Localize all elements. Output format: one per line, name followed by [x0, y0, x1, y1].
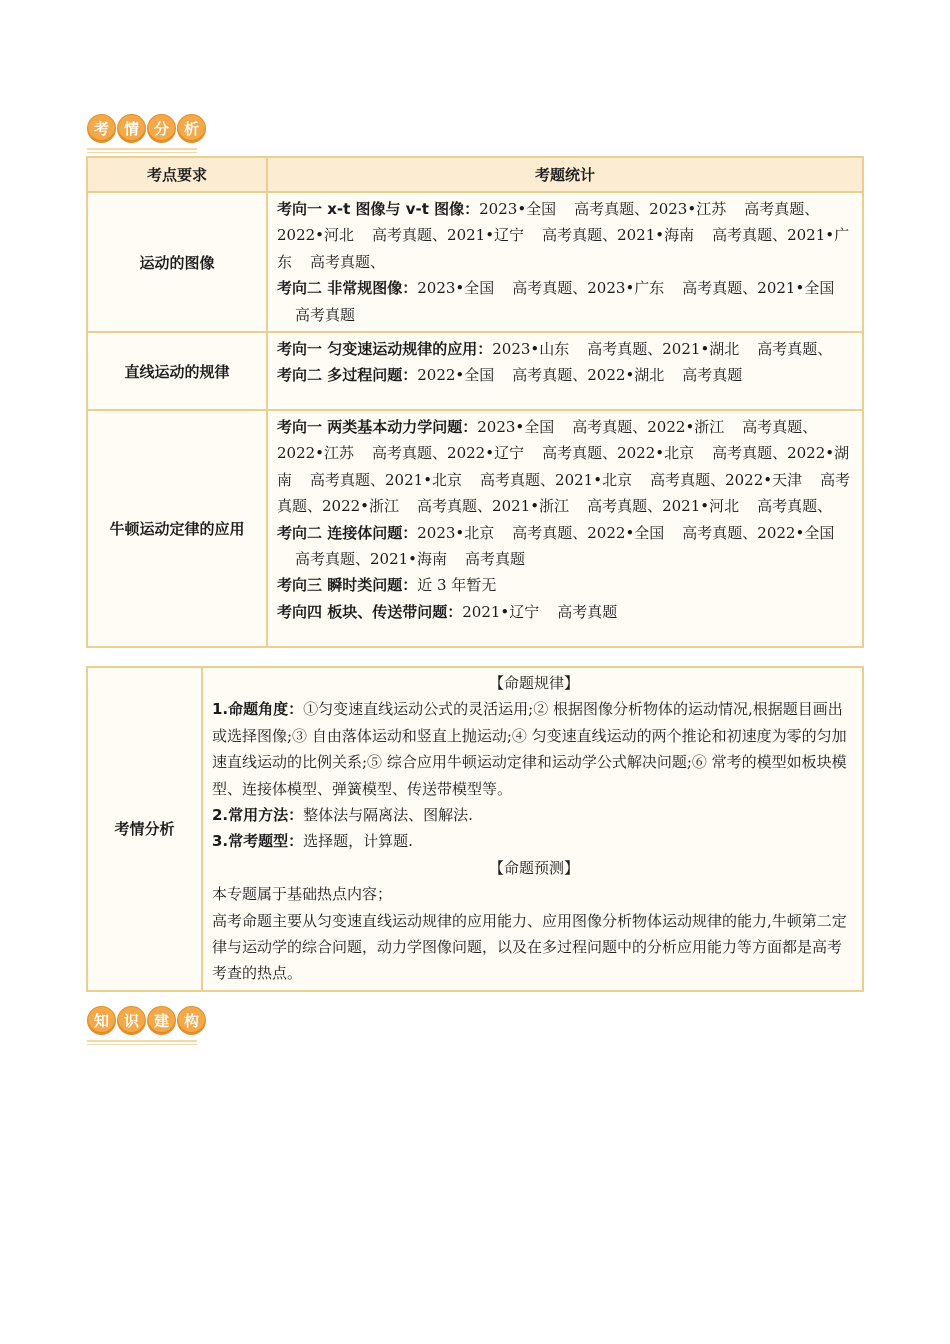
stat-item: 考向二 非常规图像：2023•全国 高考真题、2023•广东 高考真题、2021•全国高考真题 [277, 279, 835, 324]
badge-char: 析 [177, 114, 206, 143]
topic-cell: 运动的图像 [87, 192, 267, 332]
stat-item: 考向一 x-t 图像与 v-t 图像：2023•全国 高考真题、2023•江苏 高考真题、2022•河北 高考真题、2021•辽宁 高考真题、2021•海南 高考真题、2021•广东 高考真题、 [277, 200, 850, 271]
badge-char: 情 [117, 114, 146, 143]
topic-cell: 考情分析 [87, 667, 202, 991]
badge-char: 建 [147, 1006, 176, 1035]
stat-label: 考向四 板块、传送带问题： [277, 602, 463, 621]
stat-label: 考向一 两类基本动力学问题： [277, 418, 478, 437]
forecast-heading: 【命题预测】 [488, 858, 579, 877]
exam-statistics-table [86, 156, 864, 648]
table-row [87, 667, 863, 991]
stat-label: 考向三 瞬时类问题： [277, 576, 418, 595]
analysis-table [86, 666, 864, 992]
analysis-content [202, 667, 863, 991]
table-row [87, 410, 863, 647]
badge-char: 分 [147, 114, 176, 143]
badge-char: 识 [117, 1006, 146, 1035]
badge-char: 构 [177, 1006, 206, 1035]
point-item: 1.命题角度：①匀变速直线运动公式的灵活运用;② 根据图像分析物体的运动情况,根据题目画出或选择图像;③ 自由落体运动和竖直上抛运动;④ 匀变速直线运动的两个推论和初速度为零的匀加速直线运动的比例关系;⑤ 综合应用牛顿运动定律和运动学公式解决问题;⑥ 常考的模型如板块模型、连接体模型、弹簧模型、传送带模型等。 [212, 700, 847, 798]
forecast-line: 高考命题主要从匀变速直线运动规律的应用能力、应用图像分析物体运动规律的能力,牛顿第二定律与运动学的综合问题，动力学图像问题，以及在多过程问题中的分析应用能力等方面都是高考考查的热点。 [212, 911, 847, 983]
stat-item: 考向三 瞬时类问题：近 3 年暂无 [277, 576, 497, 595]
table-row [87, 192, 863, 332]
table-header-row [87, 157, 863, 192]
stat-item: 考向二 连接体问题：2023•北京 高考真题、2022•全国 高考真题、2022•全国高考真题、2021•海南 高考真题 [277, 523, 835, 569]
stat-item: 考向二 多过程问题：2022•全国 高考真题、2022•湖北 高考真题 [277, 366, 743, 385]
badge-char: 知 [87, 1006, 116, 1035]
stat-label: 考向二 连接体问题： [277, 523, 418, 542]
point-item: 3.常考题型：选择题，计算题. [212, 832, 413, 851]
stat-label: 考向一 匀变速运动规律的应用： [277, 340, 493, 359]
rule-heading: 【命题规律】 [488, 674, 579, 692]
stat-item: 考向四 板块、传送带问题：2021•辽宁 高考真题 [277, 602, 618, 621]
stats-cell [267, 410, 863, 647]
stats-cell [267, 332, 863, 410]
badge-underline [87, 148, 197, 153]
forecast-line: 本专题属于基础热点内容； [212, 885, 393, 904]
stats-cell [267, 192, 863, 332]
stat-label: 考向一 x-t 图像与 v-t 图像： [277, 200, 480, 218]
point-item: 2.常用方法：整体法与隔离法、图解法. [212, 806, 473, 825]
stat-item: 考向一 匀变速运动规律的应用：2023•山东 高考真题、2021•湖北 高考真题、 [277, 340, 833, 359]
topic-cell: 直线运动的规律 [87, 332, 267, 410]
table-row [87, 332, 863, 410]
topic-cell: 牛顿运动定律的应用 [87, 410, 267, 647]
header-statistics: 考题统计 [267, 157, 863, 192]
stat-label: 考向二 非常规图像： [277, 279, 418, 298]
badge-char: 考 [87, 114, 116, 143]
badge-underline [87, 1040, 197, 1045]
header-requirement: 考点要求 [87, 157, 267, 192]
stat-item: 考向一 两类基本动力学问题：2023•全国 高考真题、2022•浙江 高考真题、2022•江苏 高考真题、2022•辽宁 高考真题、2022•北京 高考真题、2022•湖南 高考真题、2021•北京 高考真题、2021•北京 高考真题、2022•天津 高考真题、2022•浙江 高考真题、2021•浙江 高考真题、2021•河北 高考真题、 [277, 418, 851, 516]
stat-label: 考向二 多过程问题： [277, 366, 418, 385]
